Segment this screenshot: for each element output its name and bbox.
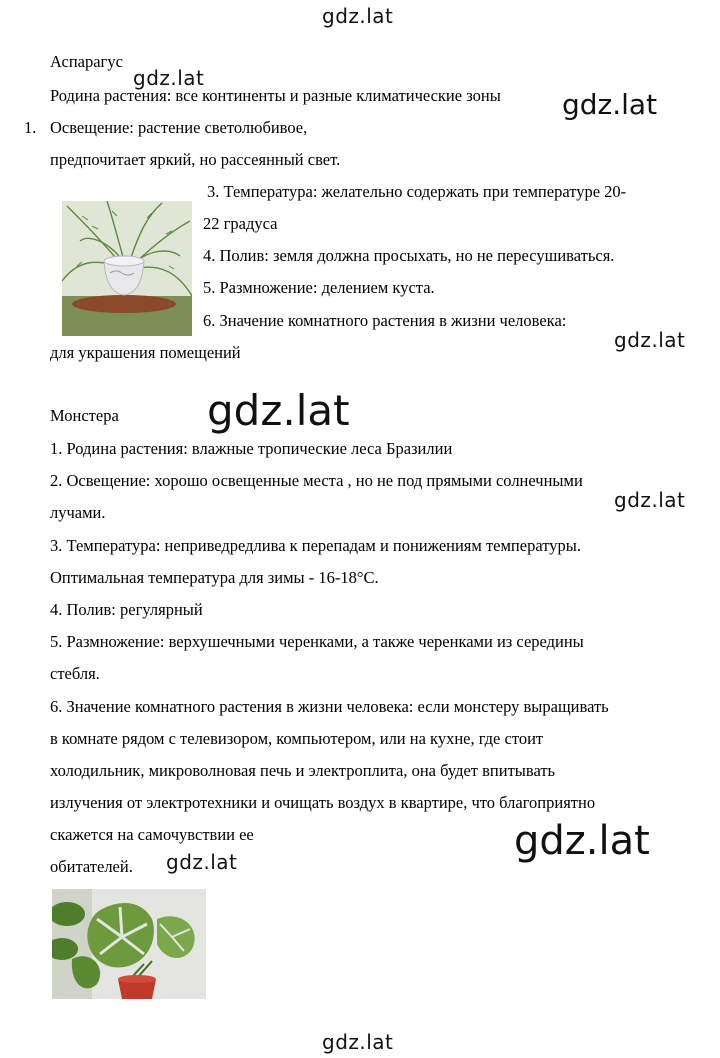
asparagus-title: Аспарагус xyxy=(50,52,123,71)
asparagus-value-line1: 6. Значение комнатного растения в жизни человека: xyxy=(203,311,567,330)
asparagus-temp-line1: 3. Температура: желательно содержать при температуре 20- xyxy=(207,182,627,201)
monstera-photo xyxy=(52,889,206,999)
monstera-value-line4: излучения от электротехники и очищать воздух в квартире, что благоприятно xyxy=(50,793,596,812)
monstera-light-line2: лучами. xyxy=(50,503,106,522)
monstera-value-line3: холодильник, микроволновая печь и электроплита, она будет впитывать xyxy=(50,761,556,780)
asparagus-value-line2: для украшения помещений xyxy=(50,343,241,362)
watermark-top: gdz.lat xyxy=(322,4,394,28)
watermark-inhabitants: gdz.lat xyxy=(166,850,238,874)
watermark-large-bottom: gdz.lat xyxy=(514,818,650,864)
monstera-prop-line2: стебля. xyxy=(50,664,100,683)
monstera-water: 4. Полив: регулярный xyxy=(50,600,203,619)
monstera-value-line2: в комнате рядом с телевизором, компьютером, или на кухне, где стоит xyxy=(50,729,544,748)
watermark-right-top: gdz.lat xyxy=(562,88,658,121)
asparagus-water: 4. Полив: земля должна просыхать, но не пересушиваться. xyxy=(203,246,615,265)
monstera-title: Монстера xyxy=(50,406,119,425)
watermark-bottom: gdz.lat xyxy=(322,1030,394,1054)
watermark-asparagus-title: gdz.lat xyxy=(133,66,205,90)
asparagus-list-number: 1. xyxy=(24,118,37,137)
monstera-light-line1: 2. Освещение: хорошо освещенные места , но не под прямыми солнечными xyxy=(50,471,583,490)
monstera-value-line5: скажется на самочувствии ее xyxy=(50,825,254,844)
monstera-temp-line1: 3. Температура: неприведредлива к перепадам и понижениям температуры. xyxy=(50,536,581,555)
monstera-temp-line2: Оптимальная температура для зимы - 16-18°С. xyxy=(50,568,379,587)
monstera-plant-icon xyxy=(52,889,206,999)
asparagus-photo xyxy=(62,201,192,336)
monstera-origin: 1. Родина растения: влажные тропические леса Бразилии xyxy=(50,439,453,458)
asparagus-propagation: 5. Размножение: делением куста. xyxy=(203,278,435,297)
monstera-value-line1: 6. Значение комнатного растения в жизни человека: если монстеру выращивать xyxy=(50,697,609,716)
asparagus-light-line1: Освещение: растение светолюбивое, xyxy=(50,118,308,137)
asparagus-temp-line2: 22 градуса xyxy=(203,214,278,233)
watermark-large-mid: gdz.lat xyxy=(207,386,350,435)
monstera-value-line6: обитателей. xyxy=(50,857,133,876)
watermark-right-mid: gdz.lat xyxy=(614,328,686,352)
asparagus-origin: Родина растения: все континенты и разные климатические зоны xyxy=(50,86,501,105)
watermark-right-monstera: gdz.lat xyxy=(614,488,686,512)
asparagus-plant-icon xyxy=(62,201,192,336)
monstera-prop-line1: 5. Размножение: верхушечными черенками, а также черенками из середины xyxy=(50,632,584,651)
asparagus-light-line2: предпочитает яркий, но рассеянный свет. xyxy=(50,150,341,169)
